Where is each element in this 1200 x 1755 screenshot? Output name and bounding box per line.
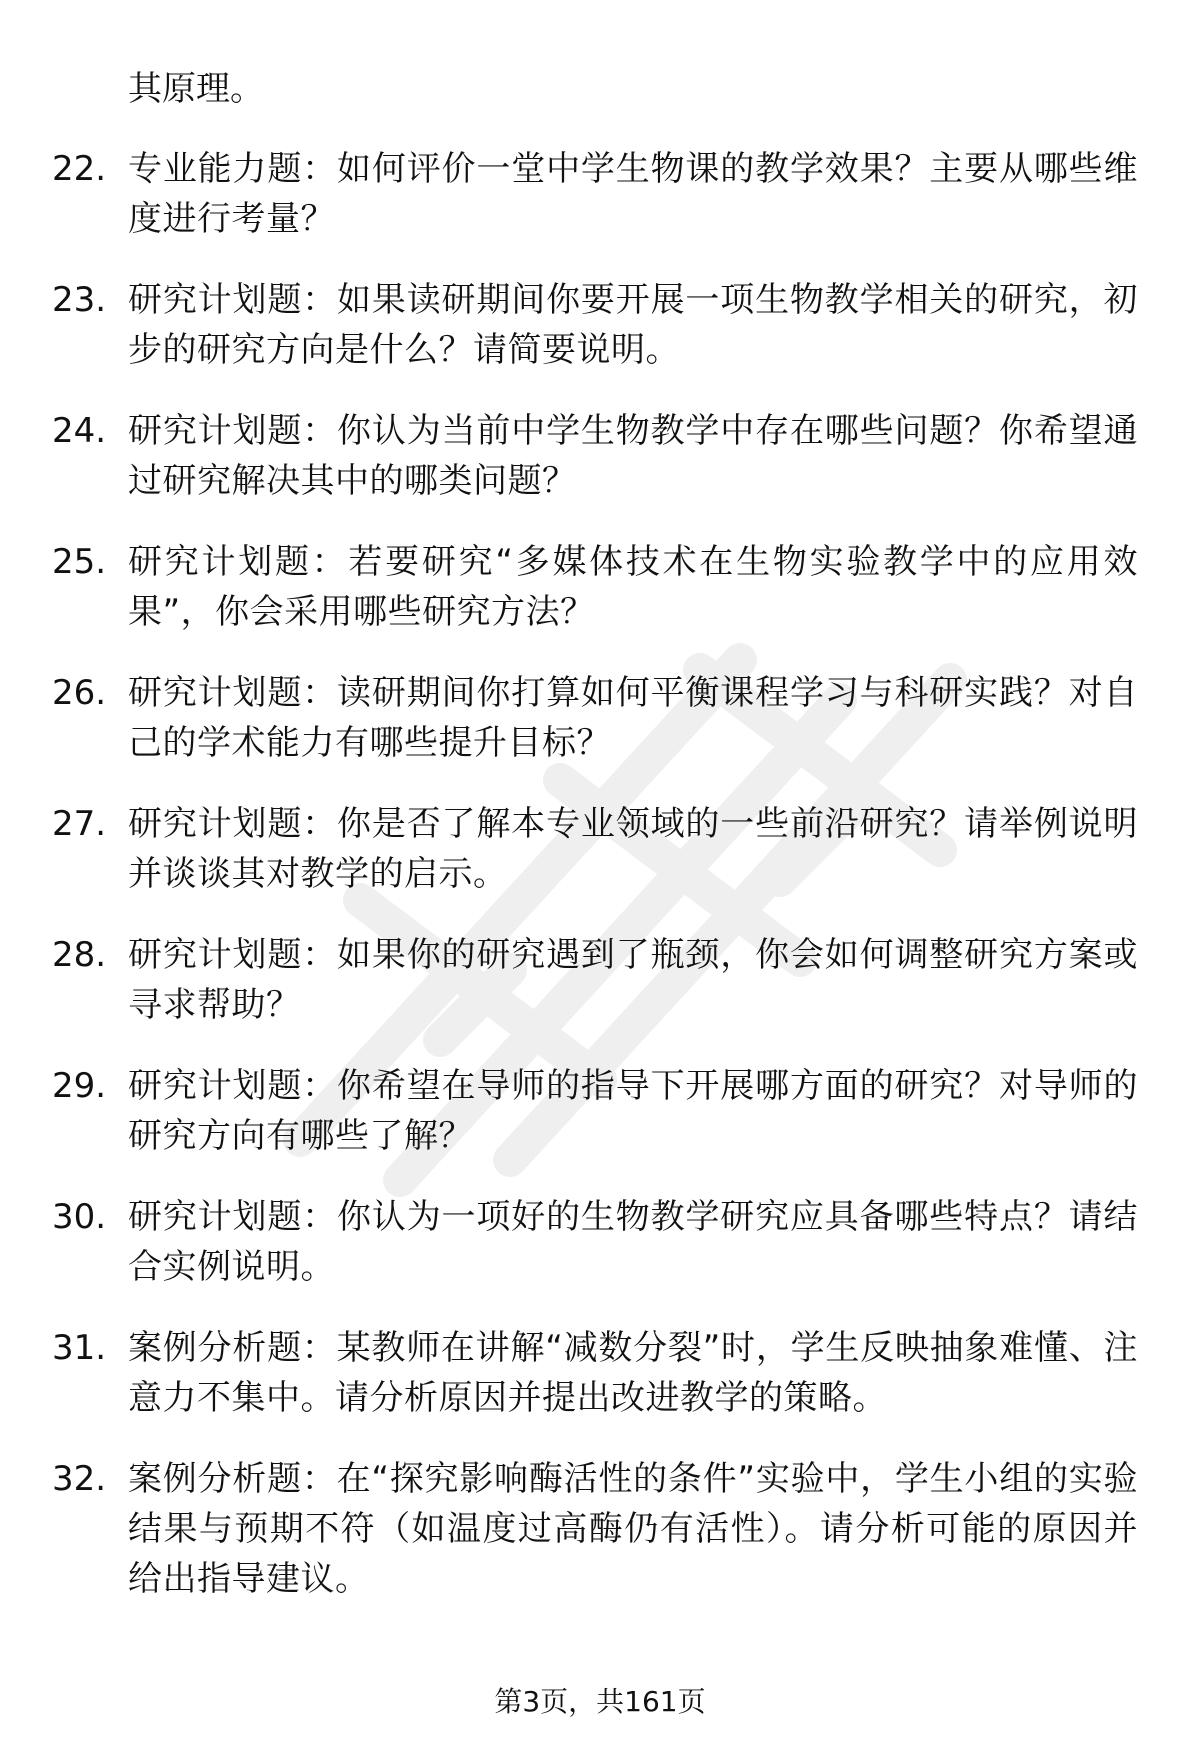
question-number: 32. — [52, 1459, 107, 1499]
question-number: 25. — [52, 542, 107, 582]
question-text: 研究计划题：如果读研期间你要开展一项生物教学相关的研究，初步的研究方向是什么？请简要说明。 — [128, 280, 1138, 370]
question-text: 案例分析题：某教师在讲解“减数分裂”时，学生反映抽象难懂、注意力不集中。请分析原因并提出改进教学的策略。 — [128, 1328, 1138, 1418]
question-text: 研究计划题：读研期间你打算如何平衡课程学习与科研实践？对自己的学术能力有哪些提升目标？ — [128, 673, 1138, 763]
question-item — [0, 537, 1200, 637]
question-item — [0, 1454, 1200, 1604]
question-item — [0, 144, 1200, 244]
question-number: 28. — [52, 935, 107, 975]
question-text: 案例分析题：在“探究影响酶活性的条件”实验中，学生小组的实验结果与预期不符（如温度过高酶仍有活性）。请分析可能的原因并给出指导建议。 — [128, 1459, 1138, 1599]
question-text: 研究计划题：若要研究“多媒体技术在生物实验教学中的应用效果”，你会采用哪些研究方法？ — [128, 542, 1138, 632]
question-number: 27. — [52, 804, 107, 844]
page-footer: 第3页，共161页 — [494, 1685, 706, 1718]
question-text: 研究计划题：如果你的研究遇到了瓶颈，你会如何调整研究方案或寻求帮助？ — [128, 935, 1138, 1025]
question-number: 23. — [52, 280, 107, 320]
question-number: 31. — [52, 1328, 107, 1368]
question-text: 专业能力题：如何评价一堂中学生物课的教学效果？主要从哪些维度进行考量？ — [128, 149, 1138, 239]
question-item — [0, 1192, 1200, 1292]
continuation-text: 其原理。 — [128, 69, 264, 109]
question-number: 22. — [52, 149, 107, 189]
question-item — [0, 668, 1200, 768]
question-text: 研究计划题：你认为一项好的生物教学研究应具备哪些特点？请结合实例说明。 — [128, 1197, 1138, 1287]
question-item — [0, 1061, 1200, 1161]
question-text: 研究计划题：你认为当前中学生物教学中存在哪些问题？你希望通过研究解决其中的哪类问题？ — [128, 411, 1138, 501]
question-text: 研究计划题：你希望在导师的指导下开展哪方面的研究？对导师的研究方向有哪些了解？ — [128, 1066, 1138, 1156]
question-number: 29. — [52, 1066, 107, 1106]
question-item — [0, 406, 1200, 506]
question-item — [0, 930, 1200, 1030]
question-item — [0, 275, 1200, 375]
question-list — [0, 144, 1200, 1635]
question-item — [0, 1323, 1200, 1423]
question-item — [0, 799, 1200, 899]
question-number: 26. — [52, 673, 107, 713]
question-number: 24. — [52, 411, 107, 451]
question-number: 30. — [52, 1197, 107, 1237]
question-text: 研究计划题：你是否了解本专业领域的一些前沿研究？请举例说明并谈谈其对教学的启示。 — [128, 804, 1138, 894]
